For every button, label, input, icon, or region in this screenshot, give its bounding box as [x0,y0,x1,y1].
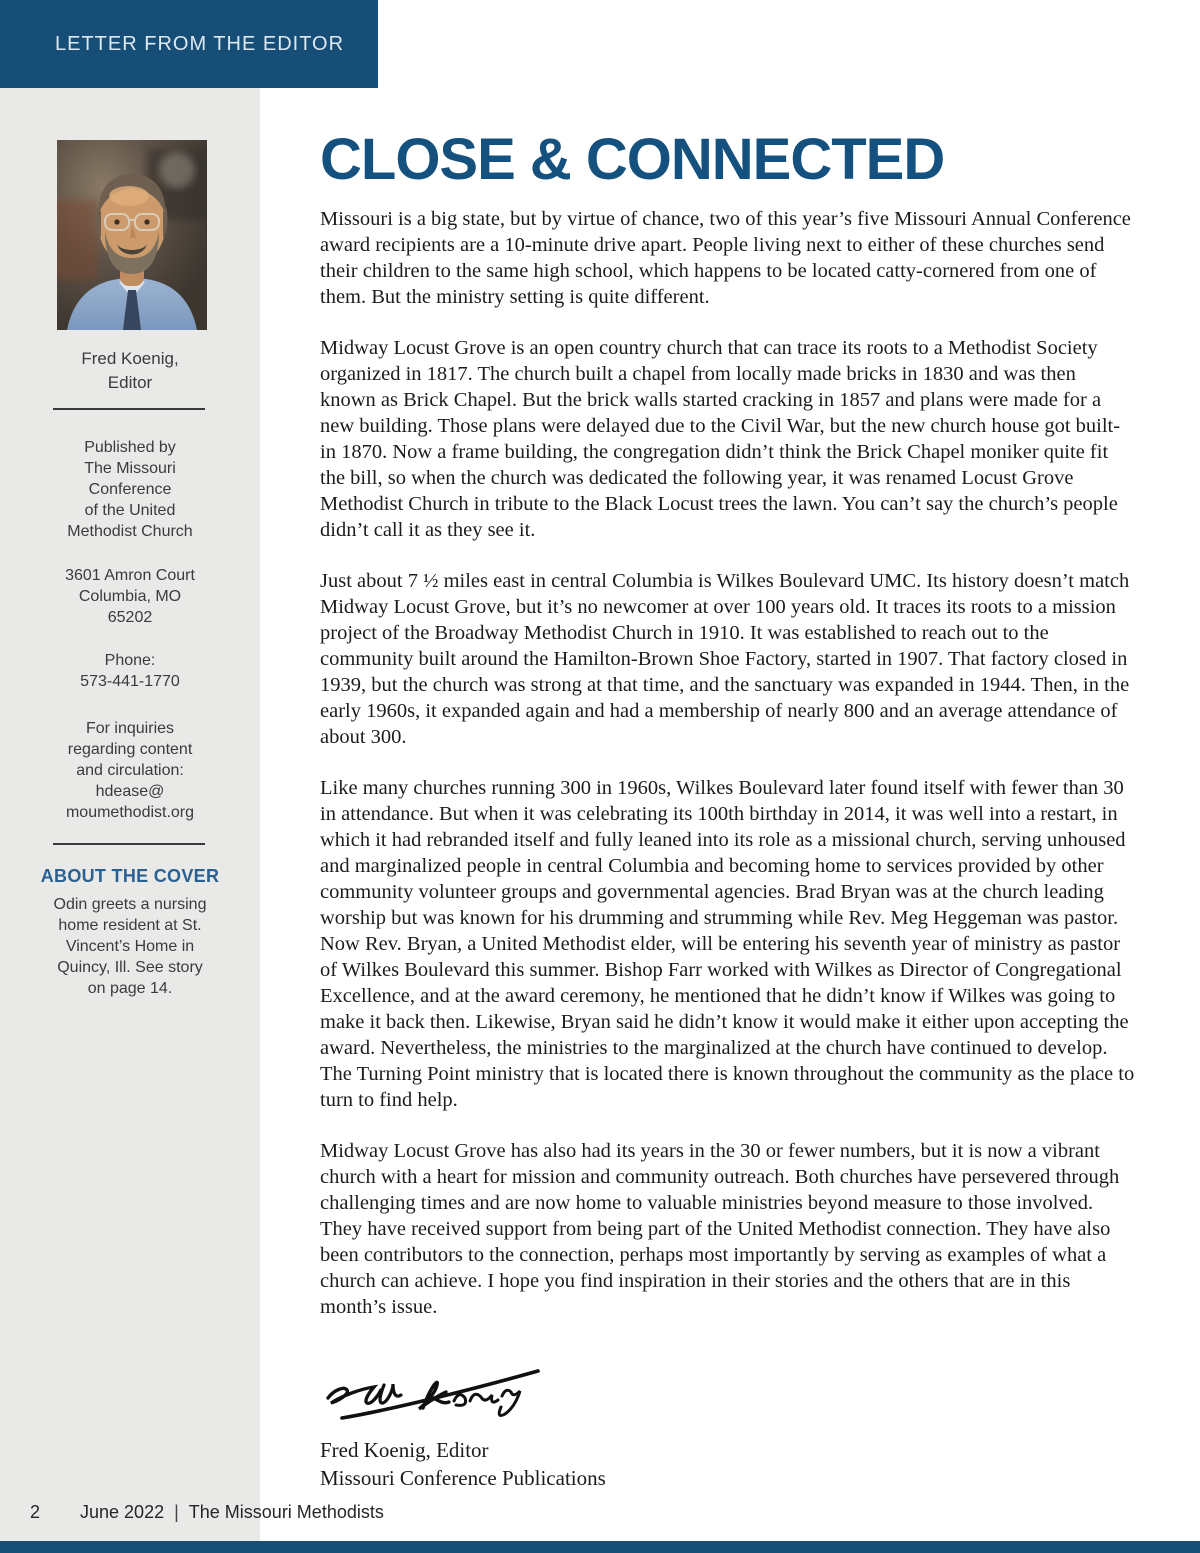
paragraph: Just about 7 ½ miles east in central Columbia is Wilkes Boulevard UMC. Its history doesn’t match Midway Locust Grove, but it’s no newcomer at over 100 years old. It traces its roots to a mission project of the Broadway Methodist Church in 1910. It was established to reach out to the community built around the Hamilton-Brown Shoe Factory, started in 1907. That factory closed in 1939, but the church was strong at that time, and the sanctuary was expanded in 1944. Then, in the early 1960s, it expanded again and had a membership of nearly 800 and an average attendance of about 300. [320,570,1130,748]
footer-publication: The Missouri Methodists [188,1502,384,1522]
about-cover-line: home resident at St. [58,917,202,934]
bottom-bar [0,1541,1200,1553]
inquiries-line: regarding content [67,741,193,758]
paragraph: Midway Locust Grove has also had its years in the 30 or fewer numbers, but it is now a vibrant church with a heart for mission and community outreach. Both churches have persevered through challenging times and are now home to valuable ministries beyond measure to those involved. They have received support from being part of the United Methodist connection. They have also been contributors to the connection, perhaps most importantly by serving as examples of what a church can achieve. I hope you find inspiration in their stories and the others that are in this month’s issue. [320,1140,1120,1318]
page-number: 2 [30,1502,41,1522]
published-by-line: Methodist Church [67,523,193,540]
inquiries-line: and circulation: [76,762,184,779]
header-bar [0,0,378,88]
published-by-line: Published by [84,439,176,456]
email-line[interactable]: hdease@ [95,783,165,800]
footer-separator: | [174,1502,179,1522]
footer-issue: June 2022 [80,1502,165,1522]
paragraph: Midway Locust Grove is an open country church that can trace its roots to a Methodist Society organized in 1817. The church built a chapel from locally made bricks in 1830 and was then known as Brick Chapel. But the brick walls started cracking in 1857 and plans were made for a new building. Those plans were delayed due to the Civil War, but the new church house got built-in 1870. Now a frame building, the congregation didn’t think the Brick Chapel moniker quite fit the bill, so when the church was dedicated the following year, it was renamed Locust Grove Methodist Church in tribute to the Black Locust trees the lawn. You can’t say the church’s people didn’t call it as they see it. [320,337,1121,541]
about-cover-line: Vincent’s Home in [65,938,195,955]
signature [320,1368,570,1434]
about-cover-line: Quincy, Ill. See story [57,959,203,976]
published-by-line: of the United [84,502,176,519]
sidebar [0,88,260,1553]
paragraph: Like many churches running 300 in 1960s, Wilkes Boulevard later found itself with fewer than 30 in attendance. But when it was celebrating its 100th birthday in 2014, it was well into a restart, in which it had rebranded itself and fully leaned into its role as a missional church, serving unhoused and marginalized people in central Columbia and becoming home to services provided by other community volunteer groups and governmental agencies. Brad Bryan was at the church leading worship but was known for his drumming and strumming while Rev. Meg Heggeman was pastor. Now Rev. Bryan, a United Methodist elder, will be entering his seventh year of ministry as pastor of Wilkes Boulevard this summer. Bishop Farr worked with Wilkes as Director of Congregational Excellence, and at the award ceremony, he mentioned that he didn’t know if Wilkes was going to make it back then. Likewise, Bryan said he didn’t know it would make it either upon accepting the award. Nevertheless, the ministries to the marginalized at the church have continued to develop. The Turning Point ministry that is located there is known throughout the community as the place to turn to find help. [320,777,1135,1111]
phone-block [10,650,250,692]
inquiries-line: For inquiries [85,720,175,737]
sidebar-divider [53,408,205,410]
phone-number: 573-441-1770 [80,673,180,690]
about-cover-text [10,894,250,999]
address-line: Columbia, MO [78,588,182,605]
page-title: CLOSE & CONNECTED [320,127,945,192]
published-by-line: Conference [88,481,172,498]
signature-block [320,1368,606,1492]
article [320,127,1135,1345]
photo-caption [10,347,250,395]
published-by-block [10,437,250,542]
phone-label: Phone: [104,652,156,669]
paragraph: Missouri is a big state, but by virtue of chance, two of this year’s five Missouri Annual Conference award recipients are a 10-minute drive apart. People living next to either of these churches send their children to the same high school, which happens to be located catty-cornered from one of them. But the ministry setting is quite different. [320,208,1131,308]
address-line: 3601 Amron Court [65,567,195,584]
inquiries-block [10,718,250,823]
about-cover-heading: ABOUT THE COVER [40,866,220,886]
about-cover-line: Odin greets a nursing [53,896,207,913]
editor-photo [57,140,207,330]
sidebar-divider [53,843,205,845]
email-line[interactable]: moumethodist.org [65,804,195,821]
footer [30,1502,384,1523]
address-line: 65202 [107,609,153,626]
photo-caption-line: Fred Koenig, [81,349,179,368]
signoff-org: Missouri Conference Publications [320,1466,606,1490]
address-block [10,565,250,628]
signoff-name: Fred Koenig, Editor [320,1438,489,1462]
about-cover-line: on page 14. [87,980,173,997]
published-by-line: The Missouri [84,460,176,477]
photo-caption-line: Editor [107,373,153,392]
section-title: LETTER FROM THE EDITOR [55,32,345,55]
